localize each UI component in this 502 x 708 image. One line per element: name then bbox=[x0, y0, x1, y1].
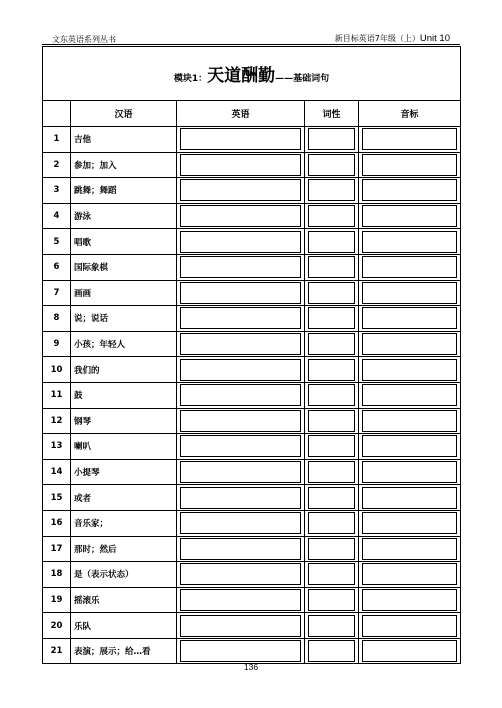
chinese-term: 跳舞；舞蹈 bbox=[71, 178, 177, 204]
header-chinese: 汉语 bbox=[71, 101, 177, 127]
phonetic-answer-box-cell bbox=[359, 510, 461, 536]
english-answer-box[interactable] bbox=[180, 359, 301, 381]
table-row bbox=[43, 562, 461, 588]
table-row bbox=[43, 434, 461, 460]
row-number: 21 bbox=[43, 638, 71, 664]
phonetic-answer-box[interactable] bbox=[362, 231, 457, 253]
phonetic-answer-box[interactable] bbox=[362, 359, 457, 381]
unit-label: Unit 10 bbox=[419, 33, 450, 44]
title-suffix: ——基础词句 bbox=[275, 74, 330, 84]
pos-answer-box-cell bbox=[305, 510, 359, 536]
english-answer-box-cell bbox=[177, 485, 305, 511]
chinese-term: 那时；然后 bbox=[71, 536, 177, 562]
phonetic-answer-box-cell bbox=[359, 280, 461, 306]
english-answer-box[interactable] bbox=[180, 179, 301, 201]
row-number: 11 bbox=[43, 382, 71, 408]
page-number: 136 bbox=[243, 662, 259, 672]
english-answer-box[interactable] bbox=[180, 512, 301, 534]
english-answer-box[interactable] bbox=[180, 487, 301, 509]
phonetic-answer-box[interactable] bbox=[362, 282, 457, 304]
pos-answer-box-cell bbox=[305, 485, 359, 511]
row-number: 9 bbox=[43, 331, 71, 357]
row-number: 15 bbox=[43, 485, 71, 511]
english-answer-box[interactable] bbox=[180, 307, 301, 329]
title-main: 天道酬勤 bbox=[207, 66, 276, 86]
pos-answer-box[interactable] bbox=[308, 589, 355, 611]
chinese-term: 参加；加入 bbox=[71, 152, 177, 178]
pos-answer-box-cell bbox=[305, 536, 359, 562]
english-answer-box-cell bbox=[177, 562, 305, 588]
english-answer-box-cell bbox=[177, 587, 305, 613]
row-number: 5 bbox=[43, 229, 71, 255]
series-title: 文东英语系列丛书 bbox=[52, 35, 116, 44]
chinese-term: 画画 bbox=[71, 280, 177, 306]
phonetic-answer-box[interactable] bbox=[362, 512, 457, 534]
table-title bbox=[43, 47, 461, 101]
table-row bbox=[43, 536, 461, 562]
english-answer-box-cell bbox=[177, 306, 305, 332]
phonetic-answer-box[interactable] bbox=[362, 128, 457, 150]
chinese-term: 国际象棋 bbox=[71, 254, 177, 280]
english-answer-box[interactable] bbox=[180, 282, 301, 304]
chinese-term: 或者 bbox=[71, 485, 177, 511]
phonetic-answer-box-cell bbox=[359, 152, 461, 178]
english-answer-box-cell bbox=[177, 510, 305, 536]
row-number: 17 bbox=[43, 536, 71, 562]
pos-answer-box-cell bbox=[305, 306, 359, 332]
chinese-term: 表演；展示；给…看 bbox=[71, 638, 177, 664]
phonetic-answer-box-cell bbox=[359, 254, 461, 280]
pos-answer-box-cell bbox=[305, 280, 359, 306]
table-row bbox=[43, 587, 461, 613]
english-answer-box-cell bbox=[177, 613, 305, 639]
pos-answer-box[interactable] bbox=[308, 256, 355, 278]
table-row bbox=[43, 408, 461, 434]
chinese-term: 音乐家； bbox=[71, 510, 177, 536]
phonetic-answer-box[interactable] bbox=[362, 640, 457, 662]
table-row bbox=[43, 254, 461, 280]
chinese-term: 小提琴 bbox=[71, 459, 177, 485]
phonetic-answer-box[interactable] bbox=[362, 333, 457, 355]
table-row bbox=[43, 178, 461, 204]
phonetic-answer-box[interactable] bbox=[362, 487, 457, 509]
table-row bbox=[43, 280, 461, 306]
row-number: 13 bbox=[43, 434, 71, 460]
pos-answer-box-cell bbox=[305, 382, 359, 408]
english-answer-box[interactable] bbox=[180, 589, 301, 611]
table-row bbox=[43, 613, 461, 639]
phonetic-answer-box-cell bbox=[359, 382, 461, 408]
table-row bbox=[43, 459, 461, 485]
pos-answer-box-cell bbox=[305, 613, 359, 639]
english-answer-box-cell bbox=[177, 254, 305, 280]
phonetic-answer-box[interactable] bbox=[362, 615, 457, 637]
pos-answer-box[interactable] bbox=[308, 615, 355, 637]
chinese-term: 鼓 bbox=[71, 382, 177, 408]
row-number: 12 bbox=[43, 408, 71, 434]
row-number: 18 bbox=[43, 562, 71, 588]
pos-answer-box-cell bbox=[305, 408, 359, 434]
pos-answer-box-cell bbox=[305, 331, 359, 357]
english-answer-box[interactable] bbox=[180, 154, 301, 176]
chinese-term: 小孩；年轻人 bbox=[71, 331, 177, 357]
english-answer-box[interactable] bbox=[180, 538, 301, 560]
phonetic-answer-box-cell bbox=[359, 306, 461, 332]
chinese-term: 钢琴 bbox=[71, 408, 177, 434]
pos-answer-box-cell bbox=[305, 152, 359, 178]
phonetic-answer-box[interactable] bbox=[362, 435, 457, 457]
english-answer-box-cell bbox=[177, 408, 305, 434]
english-answer-box-cell bbox=[177, 434, 305, 460]
chinese-term: 喇叭 bbox=[71, 434, 177, 460]
english-answer-box-cell bbox=[177, 203, 305, 229]
phonetic-answer-box[interactable] bbox=[362, 563, 457, 585]
phonetic-answer-box-cell bbox=[359, 613, 461, 639]
chinese-term: 唱歌 bbox=[71, 229, 177, 255]
phonetic-answer-box-cell bbox=[359, 536, 461, 562]
pos-answer-box-cell bbox=[305, 203, 359, 229]
phonetic-answer-box-cell bbox=[359, 178, 461, 204]
pos-answer-box[interactable] bbox=[308, 205, 355, 227]
english-answer-box-cell bbox=[177, 127, 305, 153]
row-number: 1 bbox=[43, 127, 71, 153]
pos-answer-box-cell bbox=[305, 254, 359, 280]
header-rule bbox=[42, 44, 460, 45]
english-answer-box[interactable] bbox=[180, 435, 301, 457]
pos-answer-box-cell bbox=[305, 638, 359, 664]
pos-answer-box-cell bbox=[305, 178, 359, 204]
table-row bbox=[43, 152, 461, 178]
english-answer-box[interactable] bbox=[180, 384, 301, 406]
header-part-of-speech: 词性 bbox=[305, 101, 359, 127]
pos-answer-box[interactable] bbox=[308, 282, 355, 304]
table-row bbox=[43, 229, 461, 255]
pos-answer-box[interactable] bbox=[308, 410, 355, 432]
pos-answer-box[interactable] bbox=[308, 563, 355, 585]
english-answer-box-cell bbox=[177, 331, 305, 357]
table-row bbox=[43, 127, 461, 153]
pos-answer-box[interactable] bbox=[308, 461, 355, 483]
english-answer-box-cell bbox=[177, 229, 305, 255]
phonetic-answer-box[interactable] bbox=[362, 589, 457, 611]
phonetic-answer-box-cell bbox=[359, 229, 461, 255]
pos-answer-box-cell bbox=[305, 434, 359, 460]
english-answer-box-cell bbox=[177, 357, 305, 383]
table-title-row bbox=[43, 47, 461, 101]
phonetic-answer-box-cell bbox=[359, 408, 461, 434]
phonetic-answer-box[interactable] bbox=[362, 384, 457, 406]
chinese-term: 摇滚乐 bbox=[71, 587, 177, 613]
chinese-term: 游泳 bbox=[71, 203, 177, 229]
phonetic-answer-box-cell bbox=[359, 127, 461, 153]
pos-answer-box[interactable] bbox=[308, 231, 355, 253]
phonetic-answer-box-cell bbox=[359, 459, 461, 485]
phonetic-answer-box-cell bbox=[359, 638, 461, 664]
english-answer-box[interactable] bbox=[180, 563, 301, 585]
phonetic-answer-box-cell bbox=[359, 562, 461, 588]
english-answer-box[interactable] bbox=[180, 231, 301, 253]
phonetic-answer-box[interactable] bbox=[362, 256, 457, 278]
row-number: 7 bbox=[43, 280, 71, 306]
english-answer-box[interactable] bbox=[180, 640, 301, 662]
english-answer-box-cell bbox=[177, 382, 305, 408]
table-row bbox=[43, 485, 461, 511]
pos-answer-box-cell bbox=[305, 127, 359, 153]
english-answer-box[interactable] bbox=[180, 461, 301, 483]
chinese-term: 吉他 bbox=[71, 127, 177, 153]
pos-answer-box[interactable] bbox=[308, 487, 355, 509]
phonetic-answer-box[interactable] bbox=[362, 154, 457, 176]
row-number: 2 bbox=[43, 152, 71, 178]
pos-answer-box[interactable] bbox=[308, 640, 355, 662]
english-answer-box[interactable] bbox=[180, 410, 301, 432]
english-answer-box-cell bbox=[177, 280, 305, 306]
header-phonetic: 音标 bbox=[359, 101, 461, 127]
pos-answer-box-cell bbox=[305, 562, 359, 588]
phonetic-answer-box[interactable] bbox=[362, 410, 457, 432]
phonetic-answer-box-cell bbox=[359, 587, 461, 613]
row-number: 4 bbox=[43, 203, 71, 229]
pos-answer-box[interactable] bbox=[308, 538, 355, 560]
row-number: 20 bbox=[43, 613, 71, 639]
header-english: 英语 bbox=[177, 101, 305, 127]
chinese-term: 我们的 bbox=[71, 357, 177, 383]
book-grade: 新目标英语7年级（上） bbox=[334, 34, 420, 43]
phonetic-answer-box[interactable] bbox=[362, 205, 457, 227]
phonetic-answer-box-cell bbox=[359, 357, 461, 383]
pos-answer-box-cell bbox=[305, 587, 359, 613]
english-answer-box-cell bbox=[177, 459, 305, 485]
pos-answer-box[interactable] bbox=[308, 333, 355, 355]
row-number: 6 bbox=[43, 254, 71, 280]
row-number: 16 bbox=[43, 510, 71, 536]
pos-answer-box[interactable] bbox=[308, 359, 355, 381]
pos-answer-box-cell bbox=[305, 229, 359, 255]
phonetic-answer-box-cell bbox=[359, 485, 461, 511]
chinese-term: 说；说话 bbox=[71, 306, 177, 332]
pos-answer-box-cell bbox=[305, 459, 359, 485]
row-number: 3 bbox=[43, 178, 71, 204]
chinese-term: 是（表示状态） bbox=[71, 562, 177, 588]
pos-answer-box[interactable] bbox=[308, 179, 355, 201]
table-row bbox=[43, 331, 461, 357]
english-answer-box[interactable] bbox=[180, 205, 301, 227]
english-answer-box-cell bbox=[177, 152, 305, 178]
phonetic-answer-box-cell bbox=[359, 434, 461, 460]
english-answer-box[interactable] bbox=[180, 615, 301, 637]
pos-answer-box[interactable] bbox=[308, 307, 355, 329]
pos-answer-box[interactable] bbox=[308, 512, 355, 534]
pos-answer-box[interactable] bbox=[308, 435, 355, 457]
header-num-cell bbox=[43, 101, 71, 127]
row-number: 10 bbox=[43, 357, 71, 383]
phonetic-answer-box-cell bbox=[359, 331, 461, 357]
table-row bbox=[43, 510, 461, 536]
english-answer-box-cell bbox=[177, 178, 305, 204]
row-number: 8 bbox=[43, 306, 71, 332]
row-number: 14 bbox=[43, 459, 71, 485]
phonetic-answer-box[interactable] bbox=[362, 461, 457, 483]
pos-answer-box[interactable] bbox=[308, 128, 355, 150]
phonetic-answer-box-cell bbox=[359, 203, 461, 229]
title-prefix: 模块1： bbox=[173, 74, 208, 84]
phonetic-answer-box[interactable] bbox=[362, 538, 457, 560]
english-answer-box-cell bbox=[177, 536, 305, 562]
table-header-row bbox=[43, 101, 461, 127]
table-row bbox=[43, 382, 461, 408]
row-number: 19 bbox=[43, 587, 71, 613]
pos-answer-box-cell bbox=[305, 357, 359, 383]
phonetic-answer-box[interactable] bbox=[362, 307, 457, 329]
english-answer-box[interactable] bbox=[180, 256, 301, 278]
table-row bbox=[43, 638, 461, 664]
vocabulary-table bbox=[42, 46, 461, 664]
pos-answer-box[interactable] bbox=[308, 154, 355, 176]
chinese-term: 乐队 bbox=[71, 613, 177, 639]
pos-answer-box[interactable] bbox=[308, 384, 355, 406]
english-answer-box[interactable] bbox=[180, 128, 301, 150]
table-row bbox=[43, 203, 461, 229]
table-row bbox=[43, 306, 461, 332]
book-title bbox=[335, 33, 450, 44]
table-row bbox=[43, 357, 461, 383]
english-answer-box-cell bbox=[177, 638, 305, 664]
phonetic-answer-box[interactable] bbox=[362, 179, 457, 201]
english-answer-box[interactable] bbox=[180, 333, 301, 355]
